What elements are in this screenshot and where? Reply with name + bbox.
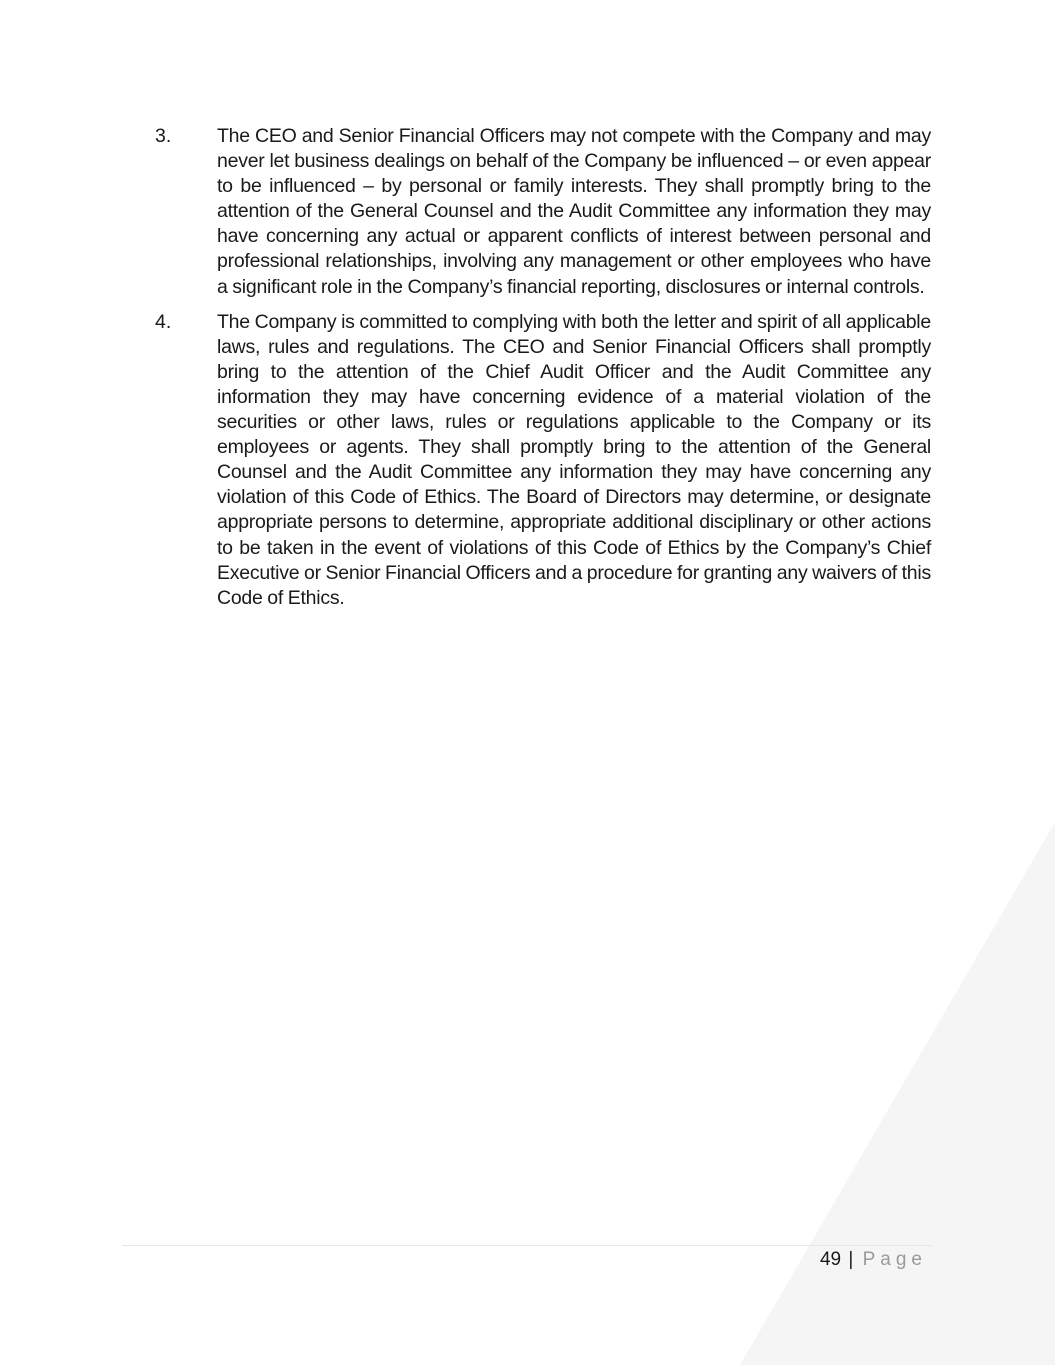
footer-separator: | — [848, 1249, 854, 1270]
list-item — [155, 310, 931, 611]
page-label: Page — [862, 1249, 927, 1270]
list-item-number: 4. — [155, 310, 172, 333]
list-item-number: 3. — [155, 125, 172, 147]
document-body — [155, 124, 931, 621]
page-number: 49 — [819, 1249, 842, 1270]
list-item — [155, 124, 931, 300]
footer-divider — [122, 1245, 932, 1246]
list-item-text: The CEO and Senior Financial Officers may not compete with the Company and may never let business dealings on behalf of the Company be influenced – or even appear to be influenced – by personal or family interests. They shall promptly bring to the attention of the General Counsel and the Audit Committee any information they may have concerning any actual or apparent conflicts of interest between personal and professional relationships, involving any management or other employees who have a significant role in the Company’s financial reporting, disclosures or internal controls. — [217, 125, 931, 298]
page-footer — [820, 1248, 927, 1272]
list-item-text: The Company is committed to complying with both the letter and spirit of all applicable laws, rules and regulations. The CEO and Senior Financial Officers shall promptly bring to the attention of the Chief Audit Officer and the Audit Committee any information they may have concerning evidence of a material violation of the securities or other laws, rules or regulations applicable to the Company or its employees or agents. They shall promptly bring to the attention of the General Counsel and the Audit Committee any information they may have concerning any violation of this Code of Ethics. The Board of Directors may determine, or designate appropriate persons to determine, appropriate additional disciplinary or other actions to be taken in the event of violations of this Code of Ethics by the Company’s Chief Executive or Senior Financial Officers and a procedure for granting any waivers of this Code of Ethics. — [217, 310, 931, 609]
